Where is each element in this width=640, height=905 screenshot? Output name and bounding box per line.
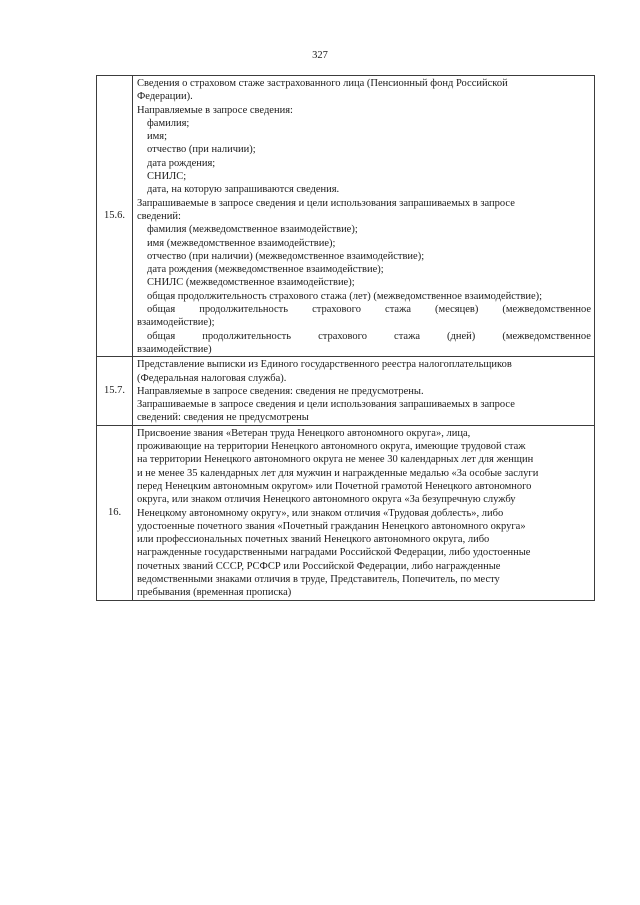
text-line: взаимодействие) [137, 343, 212, 355]
text-word: продолжительность [199, 304, 289, 316]
text-word: общая [147, 330, 176, 342]
row-number: 15.6. [97, 76, 133, 357]
text-word: (межведомственное [502, 330, 591, 342]
text-line: проживающие на территории Ненецкого автономного округа, имеющие трудовой стаж [137, 441, 526, 453]
text-line: почетных званий СССР, РСФСР или Российской Федерации, либо награжденные [137, 560, 501, 572]
text-line: Федерации). [137, 91, 193, 103]
text-line: удостоенные почетного звания «Почетный гражданин Ненецкого автономного округа» [137, 520, 526, 532]
text-line: Представление выписки из Единого государственного реестра налогоплательщиков [137, 359, 512, 371]
page-number: 327 [312, 50, 328, 61]
text-line: отчество (при наличии) (межведомственное взаимодействие); [147, 250, 425, 262]
text-line: и не менее 35 календарных лет для мужчин и награжденные медалью «За особые заслуги [137, 467, 539, 479]
text-line: дата рождения; [147, 157, 216, 169]
text-word: стажа [385, 304, 411, 316]
text-word: (дней) [447, 330, 476, 342]
text-word: страхового [318, 330, 367, 342]
services-table [96, 75, 595, 601]
text-line: Направляемые в запросе сведения: [137, 104, 293, 116]
text-line: сведений: сведения не предусмотрены [137, 412, 309, 424]
text-line: общая продолжительность страхового стажа (лет) (межведомственное взаимодействие); [147, 290, 543, 302]
text-line: фамилия (межведомственное взаимодействие); [147, 224, 358, 236]
table-row [97, 357, 595, 425]
text-line: Направляемые в запросе сведения: сведения не предусмотрены. [137, 385, 424, 397]
text-line: СНИЛС (межведомственное взаимодействие); [147, 277, 355, 289]
text-line: (Федеральная налоговая служба). [137, 372, 287, 384]
text-word: (месяцев) [435, 304, 479, 316]
text-line: фамилия; [147, 117, 190, 129]
text-line: имя (межведомственное взаимодействие); [147, 237, 336, 249]
text-line: Ненецкому автономному округу», или знаком отличия «Трудовая доблесть», либо [137, 507, 504, 519]
text-word: общая [147, 304, 176, 316]
text-line: округа, или знаком отличия Ненецкого автономного округа «За безупречную службу [137, 494, 516, 506]
row-description [133, 357, 595, 425]
text-word: (межведомственное [502, 304, 591, 316]
text-word: страхового [312, 304, 361, 316]
table-row [97, 425, 595, 600]
text-line: отчество (при наличии); [147, 144, 256, 156]
text-line: на территории Ненецкого автономного округа не менее 30 календарных лет для женщин [137, 454, 534, 466]
text-line: Присвоение звания «Ветеран труда Ненецкого автономного округа», лица, [137, 427, 471, 439]
text-line: награжденные государственными наградами Российской Федерации, либо удостоенные [137, 547, 531, 559]
row-description [133, 76, 595, 357]
text-line: имя; [147, 131, 168, 143]
text-line: пребывания (временная прописка) [137, 587, 292, 599]
text-line: дата, на которую запрашиваются сведения. [147, 184, 340, 196]
text-word: стажа [394, 330, 420, 342]
text-line: перед Ненецким автономным округом» или Почетной грамотой Ненецкого автономного [137, 480, 532, 492]
text-line: Запрашиваемые в запросе сведения и цели использования запрашиваемых в запросе [137, 197, 515, 209]
text-line [137, 303, 591, 316]
table-body [97, 76, 595, 601]
text-line: СНИЛС; [147, 171, 187, 183]
text-line: или профессиональных почетных званий Ненецкого автономного округа, либо [137, 534, 490, 546]
table-row [97, 76, 595, 357]
text-line: Сведения о страховом стаже застрахованного лица (Пенсионный фонд Российской [137, 78, 508, 89]
text-line: ведомственными знаками отличия в труде, Представитель, Попечитель, по месту [137, 573, 500, 585]
text-line: дата рождения (межведомственное взаимодействие); [147, 264, 384, 276]
row-number: 16. [97, 425, 133, 600]
text-line [137, 330, 591, 343]
row-description [133, 425, 595, 600]
text-word: продолжительность [202, 330, 292, 342]
text-line: сведений: [137, 210, 181, 222]
text-line: взаимодействие); [137, 317, 215, 329]
text-line: Запрашиваемые в запросе сведения и цели использования запрашиваемых в запросе [137, 399, 515, 411]
row-number: 15.7. [97, 357, 133, 425]
